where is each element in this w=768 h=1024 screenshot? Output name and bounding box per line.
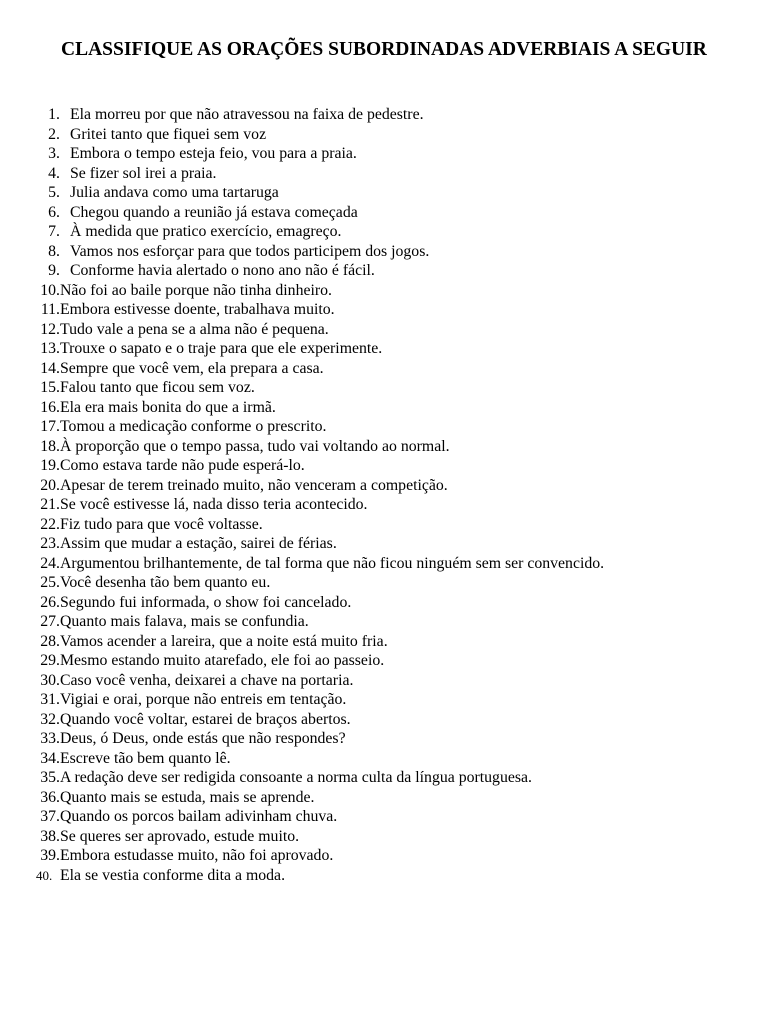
item-text: Como estava tarde não pude esperá-lo. <box>60 457 305 474</box>
item-text: Quando os porcos bailam adivinham chuva. <box>60 808 338 825</box>
item-number: 38. <box>40 827 60 845</box>
item-text: Deus, ó Deus, onde estás que não respondes? <box>60 730 346 747</box>
item-text: À medida que pratico exercício, emagreço. <box>70 223 342 240</box>
item-text: Apesar de terem treinado muito, não venceram a competição. <box>60 476 448 494</box>
list-item <box>36 476 756 496</box>
item-text: Tudo vale a pena se a alma não é pequena. <box>60 320 329 338</box>
list-item <box>36 261 756 281</box>
list-item <box>36 164 756 184</box>
item-number: 26. <box>40 593 60 611</box>
list-item <box>36 632 756 652</box>
list-item <box>36 495 756 515</box>
item-number: 11. <box>40 301 60 318</box>
item-number: 35. <box>40 769 60 786</box>
list-item <box>36 729 756 749</box>
item-text: Quando você voltar, estarei de braços abertos. <box>60 710 351 728</box>
list-item <box>36 417 756 437</box>
list-item <box>36 827 756 847</box>
item-number: 4. <box>48 164 60 182</box>
item-text: Segundo fui informada, o show foi cancelado. <box>60 593 352 611</box>
item-number: 36. <box>40 788 60 806</box>
item-number: 40. <box>36 867 53 883</box>
item-number: 37. <box>40 808 60 825</box>
item-number: 32. <box>40 710 60 728</box>
item-text: Ela era mais bonita do que a irmã. <box>60 398 276 416</box>
item-text: Vamos nos esforçar para que todos participem dos jogos. <box>70 242 430 260</box>
item-number: 25. <box>40 574 60 591</box>
item-text: Assim que mudar a estação, sairei de férias. <box>60 535 337 552</box>
item-number: 8. <box>48 242 60 260</box>
item-text: Embora estudasse muito, não foi aprovado. <box>60 847 334 864</box>
item-text: Julia andava como uma tartaruga <box>70 184 279 201</box>
list-item <box>36 144 756 164</box>
item-number: 18. <box>40 437 60 455</box>
item-text: Embora o tempo esteja feio, vou para a praia. <box>70 145 357 162</box>
item-text: Escreve tão bem quanto lê. <box>60 749 231 767</box>
item-text: Conforme havia alertado o nono ano não é fácil. <box>70 262 375 279</box>
list-item <box>36 534 756 554</box>
list-item <box>36 378 756 398</box>
item-text: Ela morreu por que não atravessou na faixa de pedestre. <box>70 106 424 123</box>
list-item <box>36 125 756 145</box>
list-item <box>36 437 756 457</box>
item-number: 14. <box>40 359 60 377</box>
item-text: Se você estivesse lá, nada disso teria acontecido. <box>60 496 368 513</box>
item-text: Mesmo estando muito atarefado, ele foi ao passeio. <box>60 652 385 669</box>
item-text: Tomou a medicação conforme o prescrito. <box>60 418 327 435</box>
item-text: Argumentou brilhantemente, de tal forma que não ficou ninguém sem ser convencido. <box>60 554 605 572</box>
list-item <box>36 866 756 886</box>
item-text: Você desenha tão bem quanto eu. <box>60 574 271 591</box>
list-item <box>36 398 756 418</box>
item-text: A redação deve ser redigida consoante a norma culta da língua portuguesa. <box>60 769 532 786</box>
item-number: 5. <box>48 184 60 201</box>
list-item <box>36 515 756 535</box>
item-text: Fiz tudo para que você voltasse. <box>60 515 263 533</box>
item-number: 9. <box>48 262 60 279</box>
list-item <box>36 203 756 223</box>
item-number: 17. <box>40 418 60 435</box>
item-number: 13. <box>40 340 60 357</box>
list-item <box>36 320 756 340</box>
item-text: Se fizer sol irei a praia. <box>70 164 217 182</box>
item-number: 7. <box>48 223 60 240</box>
item-number: 31. <box>40 691 60 708</box>
list-item <box>36 105 756 125</box>
list-item <box>36 651 756 671</box>
item-number: 22. <box>40 515 60 533</box>
item-number: 3. <box>48 145 60 162</box>
list-item <box>36 339 756 359</box>
list-item <box>36 807 756 827</box>
list-item <box>36 281 756 301</box>
item-text: Se queres ser aprovado, estude muito. <box>60 827 300 845</box>
page-title: CLASSIFIQUE AS ORAÇÕES SUBORDINADAS ADVERBIAIS A SEGUIR <box>61 39 707 60</box>
item-number: 2. <box>48 125 60 143</box>
item-text: Quanto mais se estuda, mais se aprende. <box>60 788 315 806</box>
list-item <box>36 768 756 788</box>
item-number: 27. <box>40 613 60 630</box>
item-number: 15. <box>40 379 60 396</box>
item-text: Vigiai e orai, porque não entreis em tentação. <box>60 691 347 708</box>
item-text: Gritei tanto que fiquei sem voz <box>70 125 267 143</box>
list-item <box>36 690 756 710</box>
item-number: 12. <box>40 320 60 338</box>
list-item <box>36 749 756 769</box>
exercise-list <box>36 105 756 885</box>
item-number: 16. <box>40 398 60 416</box>
list-item <box>36 222 756 242</box>
item-text: Sempre que você vem, ela prepara a casa. <box>60 359 324 377</box>
item-number: 1. <box>48 106 60 123</box>
list-item <box>36 183 756 203</box>
item-text: Vamos acender a lareira, que a noite está muito fria. <box>60 632 388 650</box>
list-item <box>36 359 756 379</box>
list-item <box>36 612 756 632</box>
item-text: Chegou quando a reunião já estava começada <box>70 203 358 221</box>
list-item <box>36 242 756 262</box>
list-item <box>36 788 756 808</box>
item-number: 6. <box>48 203 60 221</box>
item-number: 24. <box>40 554 60 572</box>
list-item <box>36 456 756 476</box>
item-number: 28. <box>40 632 60 650</box>
item-number: 21. <box>40 496 60 513</box>
item-text: Ela se vestia conforme dita a moda. <box>60 866 286 884</box>
item-text: Caso você venha, deixarei a chave na portaria. <box>60 671 354 689</box>
item-text: Quanto mais falava, mais se confundia. <box>60 613 309 630</box>
item-number: 10. <box>40 281 60 299</box>
list-item <box>36 554 756 574</box>
item-number: 33. <box>40 730 60 747</box>
item-number: 20. <box>40 476 60 494</box>
list-item <box>36 846 756 866</box>
list-item <box>36 671 756 691</box>
item-number: 30. <box>40 671 60 689</box>
item-number: 29. <box>40 652 60 669</box>
item-text: À proporção que o tempo passa, tudo vai voltando ao normal. <box>60 437 450 455</box>
list-item <box>36 573 756 593</box>
list-item <box>36 710 756 730</box>
item-text: Não foi ao baile porque não tinha dinheiro. <box>60 281 332 299</box>
item-text: Trouxe o sapato e o traje para que ele experimente. <box>60 340 383 357</box>
item-text: Embora estivesse doente, trabalhava muito. <box>60 301 335 318</box>
item-number: 23. <box>40 535 60 552</box>
list-item <box>36 300 756 320</box>
item-number: 34. <box>40 749 60 767</box>
item-number: 19. <box>40 457 60 474</box>
item-number: 39. <box>40 847 60 864</box>
item-text: Falou tanto que ficou sem voz. <box>60 379 255 396</box>
list-item <box>36 593 756 613</box>
